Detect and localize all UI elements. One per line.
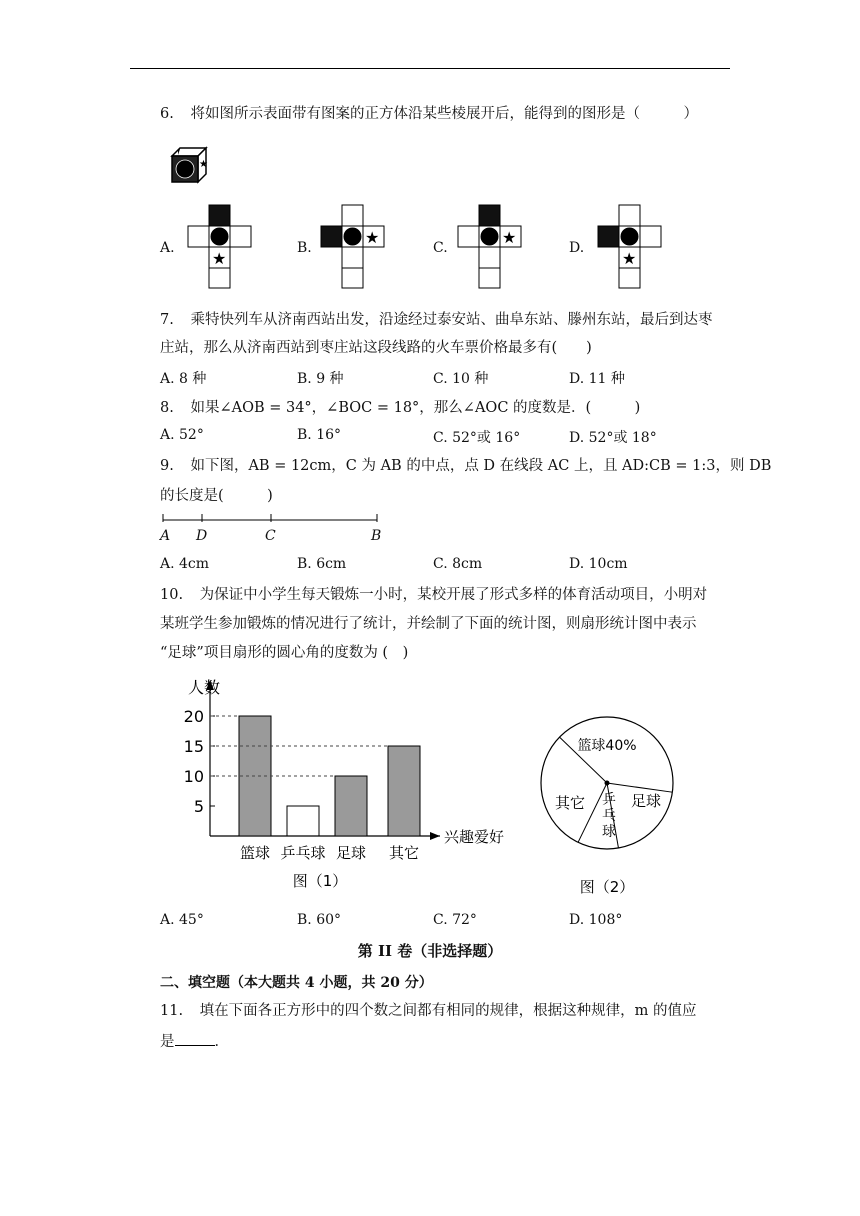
svg-text:★: ★: [199, 159, 208, 170]
bar-3: [388, 746, 420, 836]
x-axis-label: 兴趣爱好: [444, 828, 505, 846]
category-label: 篮球: [239, 844, 271, 862]
question-9-line2: 的长度是( ): [160, 488, 273, 504]
net-option-c[interactable]: [458, 204, 524, 288]
option-7a[interactable]: A. 8 种: [160, 371, 207, 387]
y-axis-label: 人数: [188, 678, 221, 697]
svg-text:★: ★: [502, 228, 517, 247]
option-6d-label[interactable]: D.: [569, 240, 585, 256]
option-8c[interactable]: C. 52°或 16°: [433, 430, 521, 446]
y-tick-label: 5: [193, 797, 204, 816]
pie-center: [605, 781, 610, 786]
x-axis-arrow: [430, 832, 440, 840]
question-number: 8.: [160, 400, 174, 416]
option-9c[interactable]: C. 8cm: [433, 556, 483, 572]
pie-label-pingpong: 乒乓球: [602, 792, 616, 840]
y-tick-label: 10: [183, 767, 204, 786]
question-7-line2: 庄站，那么从济南西站到枣庄站这段线路的火车票价格最多有( ): [160, 340, 592, 356]
question-number: 11.: [160, 1003, 184, 1019]
option-6b-label[interactable]: B.: [297, 240, 312, 256]
svg-text:★: ★: [212, 249, 227, 268]
question-text: 乘特快列车从济南西站出发，沿途经过泰安站、曲阜东站、滕州东站，最后到达枣: [190, 312, 713, 328]
option-9a[interactable]: A. 4cm: [160, 556, 210, 572]
point-label-d: D: [196, 528, 208, 544]
option-6a-label[interactable]: A.: [160, 240, 175, 256]
answer-blank[interactable]: [175, 1031, 215, 1046]
bar-2: [335, 776, 367, 836]
question-number: 7.: [160, 312, 174, 328]
point-label-a: A: [160, 528, 171, 544]
option-7c[interactable]: C. 10 种: [433, 371, 489, 387]
question-11-line2: [160, 1031, 229, 1052]
svg-text:★: ★: [365, 228, 380, 247]
question-number: 10.: [160, 587, 184, 603]
question-text: 如果∠AOB = 34°，∠BOC = 18°，那么∠AOC 的度数是．( ): [190, 400, 641, 416]
question-10-line1: [160, 585, 707, 605]
bar-pingpong: [287, 806, 319, 836]
option-8d[interactable]: D. 52°或 18°: [569, 430, 657, 446]
question-6: [160, 104, 698, 124]
option-8b[interactable]: B. 16°: [297, 427, 342, 443]
option-7d[interactable]: D. 11 种: [569, 371, 625, 387]
net-option-b[interactable]: [321, 204, 387, 288]
net-option-d[interactable]: [598, 204, 664, 288]
question-10-line3: “足球”项目扇形的圆心角的度数为 ( ): [160, 645, 409, 661]
y-tick-label: 15: [183, 737, 204, 756]
pie-label-other: 其它: [554, 794, 586, 812]
svg-text:★: ★: [622, 249, 637, 268]
question-text: 将如图所示表面带有图案的正方体沿某些棱展开后，能得到的图形是（ ）: [190, 106, 698, 122]
point-label-b: B: [371, 528, 382, 544]
net-option-a[interactable]: [188, 204, 254, 288]
point-label-c: C: [265, 528, 276, 544]
option-10a[interactable]: A. 45°: [160, 912, 204, 928]
category-label: 其它: [388, 844, 420, 862]
category-label: 乒乓球: [280, 844, 326, 862]
pie-caption: 图（2）: [579, 878, 635, 896]
cube-figure: [170, 146, 210, 186]
question-8: [160, 398, 640, 418]
option-8a[interactable]: A. 52°: [160, 427, 204, 443]
option-10d[interactable]: D. 108°: [569, 912, 623, 928]
y-tick-label: 20: [183, 707, 204, 726]
pie-chart: [530, 694, 690, 899]
bar-caption: 图（1）: [292, 872, 348, 890]
option-10c[interactable]: C. 72°: [433, 912, 477, 928]
question-text: 如下图，AB = 12cm，C 为 AB 的中点，点 D 在线段 AC 上，且 AD:CB = 1:3，则 DB: [190, 458, 772, 474]
question-7-line1: [160, 310, 712, 330]
category-label: 足球: [335, 844, 367, 862]
question-11-line1: [160, 1001, 697, 1021]
question-number: 6.: [160, 106, 174, 122]
question-text: 填在下面各正方形中的四个数之间都有相同的规律，根据这种规律，m 的值应: [199, 1003, 697, 1019]
section-subtitle: 二、填空题（本大题共 4 小题，共 20 分）: [160, 975, 433, 991]
question-10-line2: 某班学生参加锻炼的情况进行了统计，并绘制了下面的统计图，则扇形统计图中表示: [160, 616, 697, 632]
option-10b[interactable]: B. 60°: [297, 912, 342, 928]
question-text: 为保证中小学生每天锻炼一小时，某校开展了形式多样的体育活动项目，小明对: [199, 587, 708, 603]
question-9-line1: [160, 456, 771, 476]
option-7b[interactable]: B. 9 种: [297, 371, 344, 387]
option-9d[interactable]: D. 10cm: [569, 556, 628, 572]
option-6c-label[interactable]: C.: [433, 240, 448, 256]
question-number: 9.: [160, 458, 174, 474]
question-11-suffix: ．: [214, 1034, 229, 1050]
header-rule: [130, 68, 730, 69]
pie-label-basketball: 篮球40%: [577, 738, 637, 754]
pie-label-football: 足球: [630, 792, 662, 810]
option-9b[interactable]: B. 6cm: [297, 556, 347, 572]
question-11-prefix: 是: [160, 1034, 175, 1050]
bar-chart: [170, 670, 540, 900]
section-title: 第 II 卷（非选择题）: [357, 942, 503, 960]
